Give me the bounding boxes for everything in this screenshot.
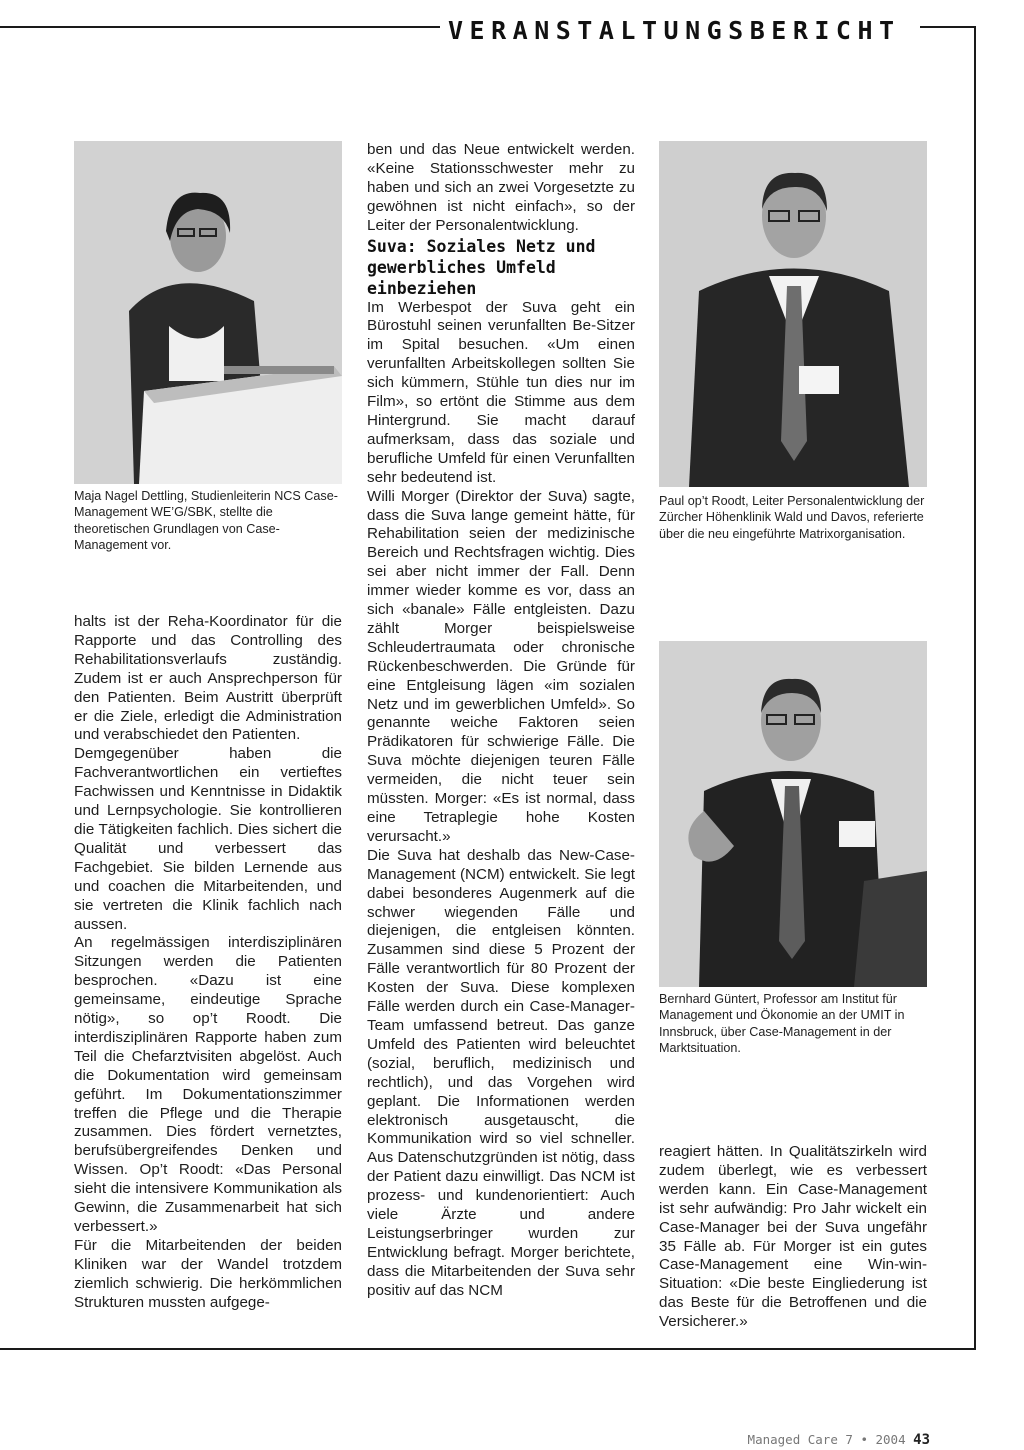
section-title: VERANSTALTUNGSBERICHT <box>448 16 901 45</box>
speaker-photo-3 <box>659 641 927 987</box>
body-paragraph: Die Suva hat deshalb das New-Case-Management (NCM) entwickelt. Sie legt dabei besonderes Augenmerk auf die schwer wiegenden Fälle und diejenigen, die entgleisen könnten. Zusammen sind diese 5 Prozent der Fälle verantwortlich für 80 Prozent der Kosten der Suva. Diese komplexen Fälle werden durch ein Case-Manager-Team umfassend betreut. Das ganze Umfeld des Patienten wird beleuchtet (sozial, beruflich, medizinisch und rechtlich), und das Vorgehen wird geplant. Die Informationen werden elektronisch ausgetauscht, die Kommunikation wird so viel schneller. Aus Datenschutzgründen ist nötig, dass der Patient dazu einwilligt. Das NCM ist prozess- und kundenorientiert: Auch viele Ärzte und andere Leistungserbringer wurden zur Entwicklung befragt. Morger berichtete, dass die Mitarbeitenden der Suva sehr positiv auf das NCM <box>367 846 635 1299</box>
frame-bottom-line <box>0 1348 976 1350</box>
body-paragraph: Im Werbespot der Suva geht ein Bürostuhl seinen verunfallten Be-Sitzer im Spital besuchen. «Um einen verunfallten Arbeitskollegen sollten Sie sich kümmern, Stühle tun dies nur im Film», so ertönt die Stimme aus dem Hintergrund. Sie macht darauf aufmerksam, dass das soziale und berufliche Umfeld für einen Verunfallten sehr bedeutend ist. <box>367 298 635 486</box>
header-rule <box>0 26 440 28</box>
body-paragraph: Für die Mitarbeitenden der beiden Kliniken war der Wandel trotzdem ziemlich schwierig. Die herkömmlichen Strukturen mussten aufgege- <box>74 1236 342 1311</box>
body-paragraph: Willi Morger (Direktor der Suva) sagte, dass die Suva lange gemeint hätte, für Rehabilitation seien der medizinische Bereich und Rechtsfragen wichtig. Dies sei aber nicht immer der Fall. Denn immer wieder komme es vor, dass an sich «banale» Fälle entgleisten. Dazu zählt Morger beispielsweise Schleudertraumata oder chronische Rückenbeschwerden. Die Gründe für eine Entgleisung lägen «im sozialen Netz und im gewerblichen Umfeld». So genannte weiche Faktoren seien Prädikatoren für schwierige Fälle. Die Suva möchte diejenigen teuren Fälle vermeiden, die nicht teuer sein müssten. Morger: «Es ist normal, dass eine Tetraplegie hohe Kosten verursacht.» <box>367 487 635 845</box>
journal-name: Managed Care <box>747 1432 838 1447</box>
article-column-3 <box>659 1143 927 1332</box>
page-footer <box>700 1430 930 1450</box>
article-column-2 <box>367 141 635 1301</box>
photo-caption-2: Paul op’t Roodt, Leiter Personalentwicklung der Zürcher Höhenklinik Wald und Davos, referierte über die neu eingeführte Matrixorganisation. <box>659 494 925 541</box>
page-number: 43 <box>913 1432 930 1448</box>
photo-caption-3: Bernhard Güntert, Professor am Institut für Management und Ökonomie an der UMIT in Innsbruck, über Case-Management in der Marktsituation. <box>659 992 905 1056</box>
body-paragraph: halts ist der Reha-Koordinator für die Rapporte und das Controlling des Rehabilitationsverlaufs zuständig. Zudem ist er auch Ansprechperson für den Patienten. Beim Austritt überprüft er die Ziele, erledigt die Administration und verabschiedet den Patienten. <box>74 613 342 744</box>
photo-caption-1: Maja Nagel Dettling, Studienleiterin NCS Case-Management WE’G/SBK, stellte die theoretischen Grundlagen von Case-Management vor. <box>74 489 338 553</box>
article-column-1 <box>74 613 342 1313</box>
section-subheading: Suva: Soziales Netz und gewerbliches Umfeld einbeziehen <box>367 236 596 298</box>
speaker-photo-1 <box>74 141 342 484</box>
frame-top-line <box>920 26 976 28</box>
body-paragraph: Demgegenüber haben die Fachverantwortlichen ein vertieftes Fachwissen und Kenntnisse in Didaktik und Lernpsychologie. Sie kontrollieren die Tätigkeiten fachlich. Dies sichert die Qualität und verbessert das Fachgebiet. Sie bilden Lernende aus und coachen die Mitarbeitenden, und sie vertreten die Klinik fachlich nach aussen. <box>74 745 342 933</box>
body-paragraph: reagiert hätten. In Qualitätszirkeln wird zudem überlegt, wie es verbessert werden kann. Ein Case-Management ist sehr aufwändig: Pro Jahr wickelt ein Case-Manager bei der Suva ungefähr 35 Fälle ab. Für Morger ist ein gutes Case-Management eine Win-win-Situation: «Die beste Eingliederung ist das Beste für die Betroffenen und die Versicherer.» <box>659 1143 927 1331</box>
speaker-photo-2 <box>659 141 927 487</box>
body-paragraph: ben und das Neue entwickelt werden. «Keine Stationsschwester mehr zu haben und sich an zwei Vorgesetzte zu gewöhnen ist nicht einfach», so der Leiter der Personalentwicklung. <box>367 141 635 234</box>
issue-label: 7 • 2004 <box>845 1432 906 1447</box>
frame-right-line <box>974 26 976 1350</box>
body-paragraph: An regelmässigen interdisziplinären Sitzungen werden die Patienten besprochen. «Dazu ist eine gemeinsame, eindeutige Sprache nötig», so op’t Roodt. Die interdisziplinären Rapporte haben zum Teil die Chefarztvisiten abgelöst. Auch die Dokumentation wird gemeinsam geführt. Im Dokumentationszimmer treffen die Pflege und die Therapie zusammen. Dies fördert vernetztes, berufsübergreifendes Denken und Wissen. Op’t Roodt: «Das Personal sieht die intensivere Kommunikation als Gewinn, die Zusammenarbeit hat sich verbessert.» <box>74 934 342 1235</box>
